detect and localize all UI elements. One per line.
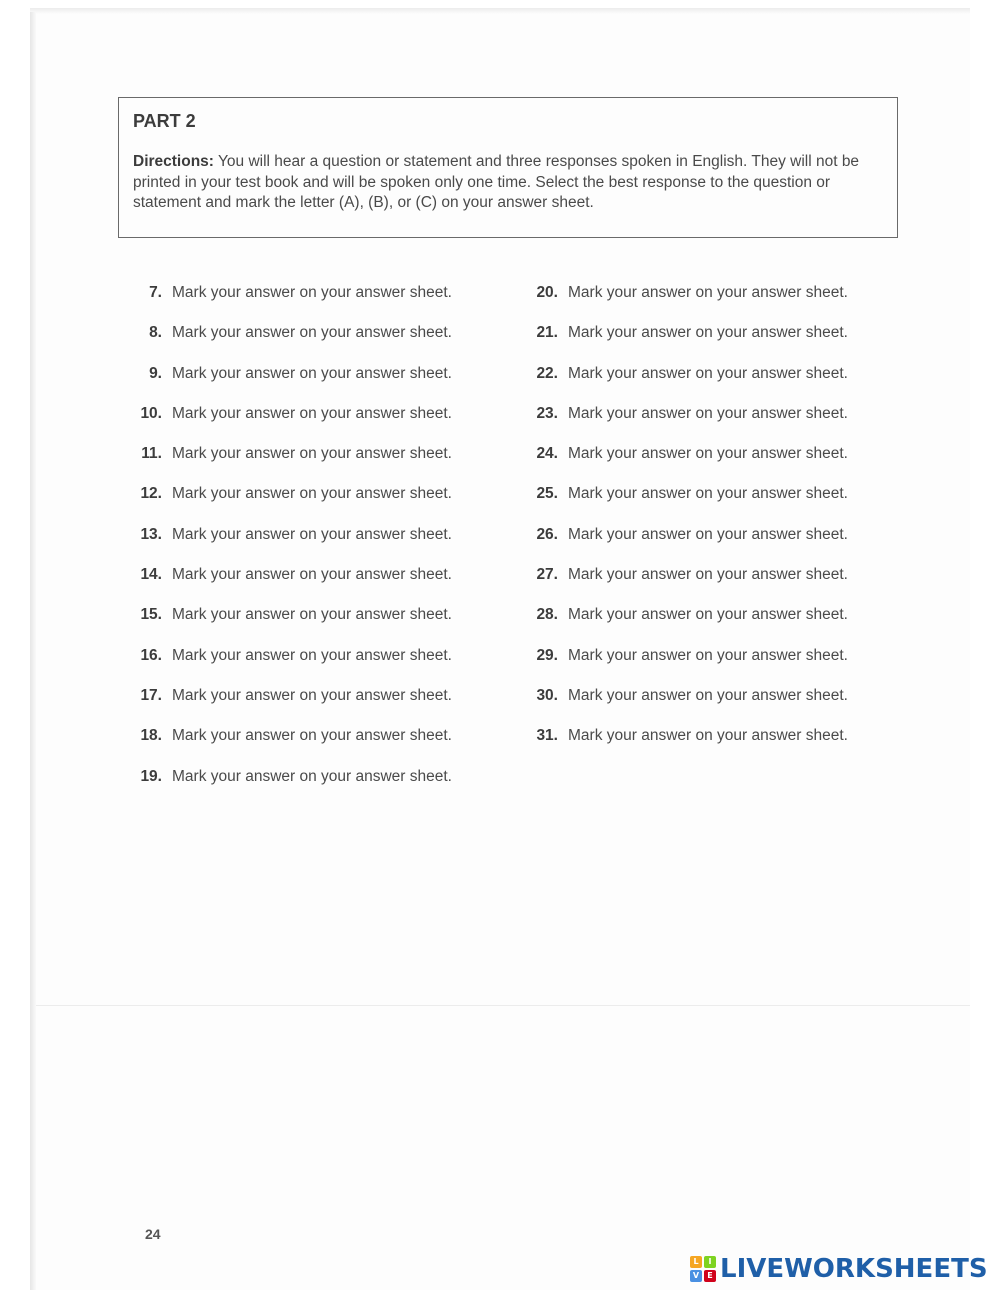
question-item bbox=[528, 726, 888, 766]
question-item bbox=[132, 323, 492, 363]
question-item bbox=[528, 364, 888, 404]
question-item bbox=[132, 525, 492, 565]
question-item bbox=[528, 525, 888, 565]
question-number: 12. bbox=[140, 485, 162, 503]
question-instruction: Mark your answer on your answer sheet. bbox=[568, 485, 848, 503]
question-item bbox=[528, 646, 888, 686]
liveworksheets-brand bbox=[690, 1254, 988, 1284]
part-title: PART 2 bbox=[133, 111, 196, 131]
question-item bbox=[528, 323, 888, 363]
page-top-edge bbox=[30, 8, 970, 14]
question-item bbox=[132, 726, 492, 766]
question-number: 16. bbox=[140, 646, 162, 664]
question-instruction: Mark your answer on your answer sheet. bbox=[172, 727, 452, 745]
directions-label: Directions: bbox=[133, 153, 214, 170]
question-number: 30. bbox=[536, 686, 558, 704]
question-number: 27. bbox=[536, 566, 558, 584]
question-number: 24. bbox=[536, 445, 558, 463]
question-number: 8. bbox=[149, 324, 162, 342]
question-number: 31. bbox=[536, 727, 558, 745]
question-instruction: Mark your answer on your answer sheet. bbox=[568, 284, 848, 301]
question-instruction: Mark your answer on your answer sheet. bbox=[172, 606, 452, 624]
question-instruction: Mark your answer on your answer sheet. bbox=[172, 566, 452, 584]
liveworksheets-logo-icon bbox=[690, 1256, 716, 1282]
question-number: 20. bbox=[536, 284, 558, 301]
brand-name: LIVEWORKSHEETS bbox=[720, 1254, 988, 1284]
question-instruction: Mark your answer on your answer sheet. bbox=[172, 686, 452, 704]
directions-text: You will hear a question or statement and three responses spoken in English. They will not be printed in your test book and will be spoken only one time. Select the best response to the question or statement and mark the letter (A), (B), or (C) on your answer sheet. bbox=[133, 153, 860, 211]
question-instruction: Mark your answer on your answer sheet. bbox=[172, 525, 452, 543]
question-instruction: Mark your answer on your answer sheet. bbox=[568, 606, 848, 624]
question-number: 29. bbox=[536, 646, 558, 664]
directions-box bbox=[118, 97, 898, 238]
question-instruction: Mark your answer on your answer sheet. bbox=[568, 445, 848, 463]
page-fold-line bbox=[36, 1005, 970, 1006]
question-item bbox=[132, 767, 492, 807]
question-item bbox=[528, 565, 888, 605]
logo-letter-v: V bbox=[690, 1270, 702, 1282]
question-instruction: Mark your answer on your answer sheet. bbox=[172, 485, 452, 503]
question-instruction: Mark your answer on your answer sheet. bbox=[172, 445, 452, 463]
question-number: 9. bbox=[149, 364, 162, 382]
question-number: 13. bbox=[140, 525, 162, 543]
question-number: 21. bbox=[536, 324, 558, 342]
question-item bbox=[528, 283, 888, 323]
question-item bbox=[528, 404, 888, 444]
question-item bbox=[132, 565, 492, 605]
question-item bbox=[132, 484, 492, 524]
question-number: 15. bbox=[140, 606, 162, 624]
logo-letter-i: I bbox=[704, 1256, 716, 1268]
question-item bbox=[528, 484, 888, 524]
question-instruction: Mark your answer on your answer sheet. bbox=[172, 767, 452, 785]
question-item bbox=[132, 444, 492, 484]
question-item bbox=[528, 444, 888, 484]
question-number: 26. bbox=[536, 525, 558, 543]
question-number: 18. bbox=[140, 727, 162, 745]
question-number: 11. bbox=[141, 445, 162, 463]
question-instruction: Mark your answer on your answer sheet. bbox=[568, 646, 848, 664]
question-instruction: Mark your answer on your answer sheet. bbox=[172, 284, 452, 301]
question-item bbox=[132, 283, 492, 323]
question-instruction: Mark your answer on your answer sheet. bbox=[568, 404, 848, 422]
logo-letter-l: L bbox=[690, 1256, 702, 1268]
question-item bbox=[132, 605, 492, 645]
question-instruction: Mark your answer on your answer sheet. bbox=[568, 525, 848, 543]
question-instruction: Mark your answer on your answer sheet. bbox=[568, 727, 848, 745]
question-number: 7. bbox=[149, 284, 162, 301]
question-number: 25. bbox=[536, 485, 558, 503]
question-instruction: Mark your answer on your answer sheet. bbox=[568, 364, 848, 382]
question-instruction: Mark your answer on your answer sheet. bbox=[568, 324, 848, 342]
question-number: 17. bbox=[140, 686, 162, 704]
question-item bbox=[528, 686, 888, 726]
page-left-edge bbox=[30, 12, 36, 1290]
question-number: 23. bbox=[536, 404, 558, 422]
question-item bbox=[132, 404, 492, 444]
question-number: 14. bbox=[140, 566, 162, 584]
question-list-left bbox=[132, 283, 492, 807]
page-number: 24 bbox=[145, 1226, 161, 1242]
question-instruction: Mark your answer on your answer sheet. bbox=[568, 566, 848, 584]
question-list-right bbox=[528, 283, 888, 767]
question-item bbox=[132, 364, 492, 404]
question-instruction: Mark your answer on your answer sheet. bbox=[172, 364, 452, 382]
question-instruction: Mark your answer on your answer sheet. bbox=[172, 324, 452, 342]
question-number: 28. bbox=[536, 606, 558, 624]
directions-paragraph bbox=[133, 152, 885, 214]
question-instruction: Mark your answer on your answer sheet. bbox=[172, 646, 452, 664]
question-number: 10. bbox=[140, 404, 162, 422]
question-item bbox=[528, 605, 888, 645]
logo-letter-e: E bbox=[704, 1270, 716, 1282]
question-number: 19. bbox=[140, 767, 162, 785]
question-number: 22. bbox=[536, 364, 558, 382]
question-instruction: Mark your answer on your answer sheet. bbox=[568, 686, 848, 704]
question-instruction: Mark your answer on your answer sheet. bbox=[172, 404, 452, 422]
question-item bbox=[132, 646, 492, 686]
question-item bbox=[132, 686, 492, 726]
